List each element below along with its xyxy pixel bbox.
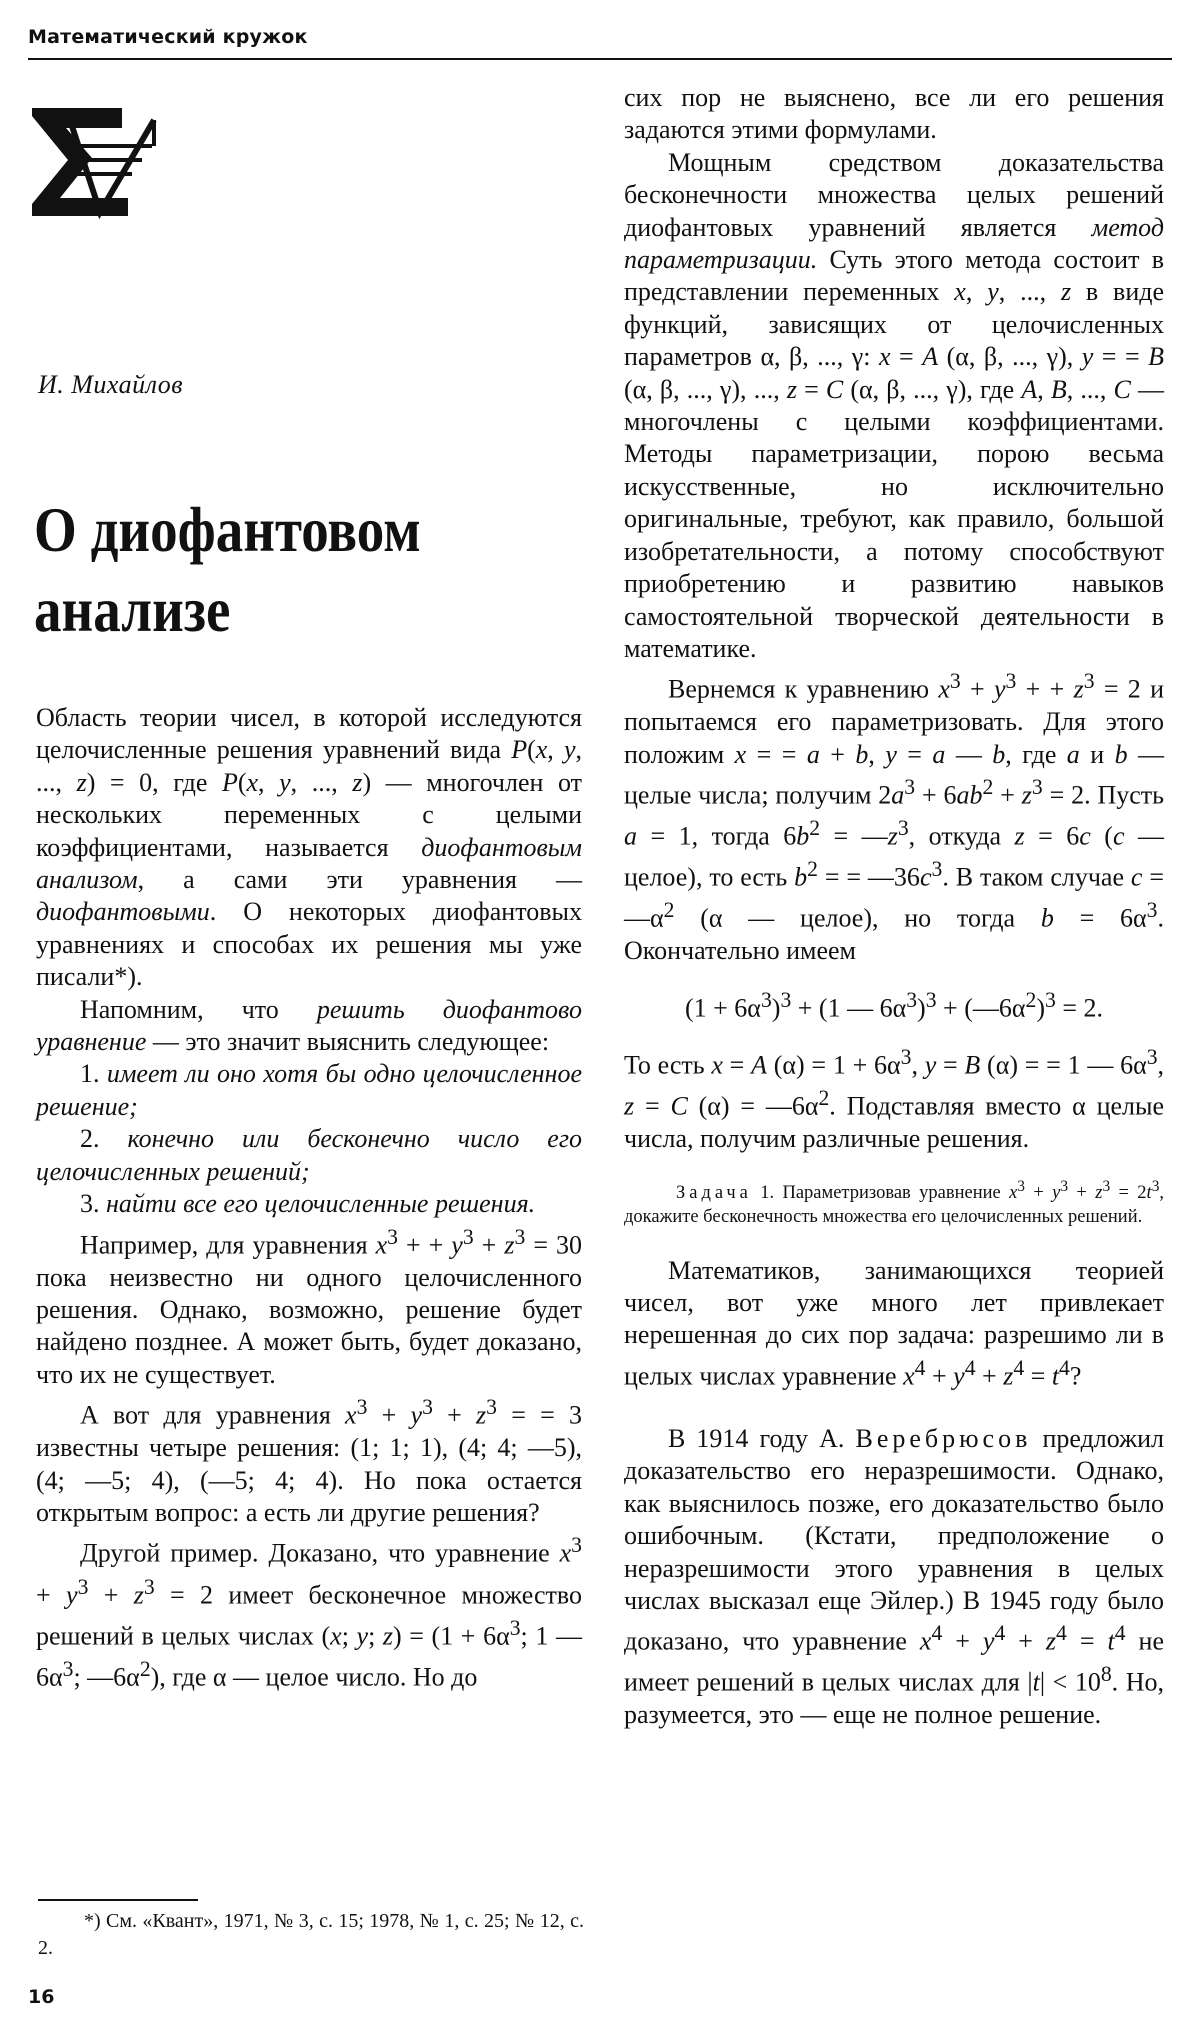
left-col-paragraph-1: Напомним, что решить диофантово уравнение — это значит выяснить следующее: xyxy=(36,994,582,1057)
left-col-paragraph-7: Другой пример. Доказано, что уравнение $x^3 + y^3 + z^3 = 2$ имеет бесконечное множество решений в целых числах (x; y; $z) = (1 + 6\alpha^3$; 1 — $6\alpha^3$; $—6\alpha^2$), где α — целое число. Но до xyxy=(36,1533,582,1692)
left-col-paragraph-5: Например, для уравнения $x^3$ + + $y^3 + z^3 = 30$ пока неизвестно ни одного целочисленного решения. Однако, возможно, решение будет найдено позднее. А может быть, будет доказано, что их не существует. xyxy=(36,1224,582,1389)
left-col-paragraph-2: 1. имеет ли оно хотя бы одно целочисленное решение; xyxy=(36,1059,582,1121)
right-col-paragraph-2: Вернемся к уравнению $x^3 + y^3$ + + $z^3 = 2$ и попытаемся его параметризовать. Для этого положим x = = a + b, y = a — b, где a и b — целые числа; получим $2a^3 + 6ab^2 + z^3 = 2$. Пусть a = 1, тогда $6b^2$ = $—z^3$, откуда z = 6c (c — целое), то есть $b^2$ = = $—36c^3$. В таком случае $c = —\alpha^2$ (α — целое), но тогда $b = 6\alpha^3$. Окончательно имеем xyxy=(624,669,1165,966)
header-rule xyxy=(28,58,1172,60)
article-title: О диофантовом анализе xyxy=(34,494,421,645)
sigma-logo-icon xyxy=(30,100,160,220)
page-number: 16 xyxy=(28,1986,55,2008)
left-col-paragraph-4: 3. найти все его целочисленные решения. xyxy=(80,1189,536,1219)
right-col-paragraph-3: $(1 + 6\alpha^3)^3 + (1$ — $6\alpha^3)^3$ + $(—6\alpha^2)^3 = 2$. xyxy=(684,987,1103,1023)
footnote: *) См. «Квант», 1971, № 3, с. 15; 1978, № 1, с. 25; № 12, с. 2. xyxy=(38,1910,584,1959)
right-col-paragraph-4: То есть x = A $(\alpha) = 1 + 6\alpha^3$, y = B (α) = = 1 — $6\alpha^3$, z = C $(\alpha) = —6\alpha^2$. Подставляя вместо α целые числа, получим различные решения. xyxy=(624,1044,1165,1154)
author-name: И. Михайлов xyxy=(38,370,184,399)
right-col-paragraph-1: Мощным средством доказательства бесконечности множества целых решений диофантовых уравнений является метод параметризации. Суть этого метода состоит в представлении переменных x, y, ..., z в виде функций, зависящих от целочисленных параметров α, β, ..., γ: x = A (α, β, ..., γ), y = = B (α, β, ..., γ), ..., z = C (α, β, ..., γ), где A, B, ..., C — многочлены с целыми коэффициентами. Методы параметризации, порою весьма искусственные, но исключительно оригинальные, требуют, как правило, большой изобретательности, а потому способствуют приобретению и развитию навыков самостоятельной творческой деятельности в математике. xyxy=(624,147,1165,663)
left-col-paragraph-6: А вот для уравнения $x^3 + y^3 + z^3$ = = 3 известны четыре решения: (1; 1; 1), (4; 4; —5), (4; —5; 4), (—5; 4; 4). Но пока остается открытым вопрос: а есть ли другие решения? xyxy=(36,1395,582,1528)
right-col-paragraph-5: Задача 1. Параметризовав уравнение $x^3 + y^3 + z^3 = 2t^3$, докажите бесконечность множества его целочисленных решений. xyxy=(624,1178,1165,1227)
right-col-paragraph-0: сих пор не выяснено, все ли его решения задаются этими формулами. xyxy=(624,83,1164,145)
section-header: Математический кружок xyxy=(28,26,308,48)
left-col-paragraph-0: Область теории чисел, в которой исследуются целочисленные решения уравнений вида P(x, y, ..., z) = 0, где P(x, y, ..., z) — многочлен от нескольких переменных с целыми коэффициентами, называется диофантовым анализом, а сами эти уравнения — диофантовыми. О некоторых диофантовых уравнениях и способах их решения мы уже писали*). xyxy=(36,703,583,992)
right-col-paragraph-6: Математиков, занимающихся теорией чисел, вот уже много лет привлекает нерешенная до сих пор задача: разрешимо ли в целых числах уравнение $x^4 + y^4 + z^4 = t^4$? xyxy=(624,1255,1164,1391)
footnote-rule xyxy=(38,1899,198,1901)
left-column xyxy=(36,702,582,1694)
right-col-paragraph-7: В 1914 году А. Веребрюсов предложил доказательство его неразрешимости. Однако, как выяснилось позже, его доказательство было ошибочным. (Кстати, предположение о неразрешимости этого уравнения в целых числах высказал еще Эйлер.) В 1945 году было доказано, что уравнение $x^4 + y^4 + z^4 = t^4$ не имеет решений в целых числах для $|t| < 10^8$. Но, разумеется, это — еще не полное решение. xyxy=(624,1423,1164,1730)
left-col-paragraph-3: 2. конечно или бесконечно число его целочисленных решений; xyxy=(36,1124,582,1186)
right-column xyxy=(624,82,1164,1732)
